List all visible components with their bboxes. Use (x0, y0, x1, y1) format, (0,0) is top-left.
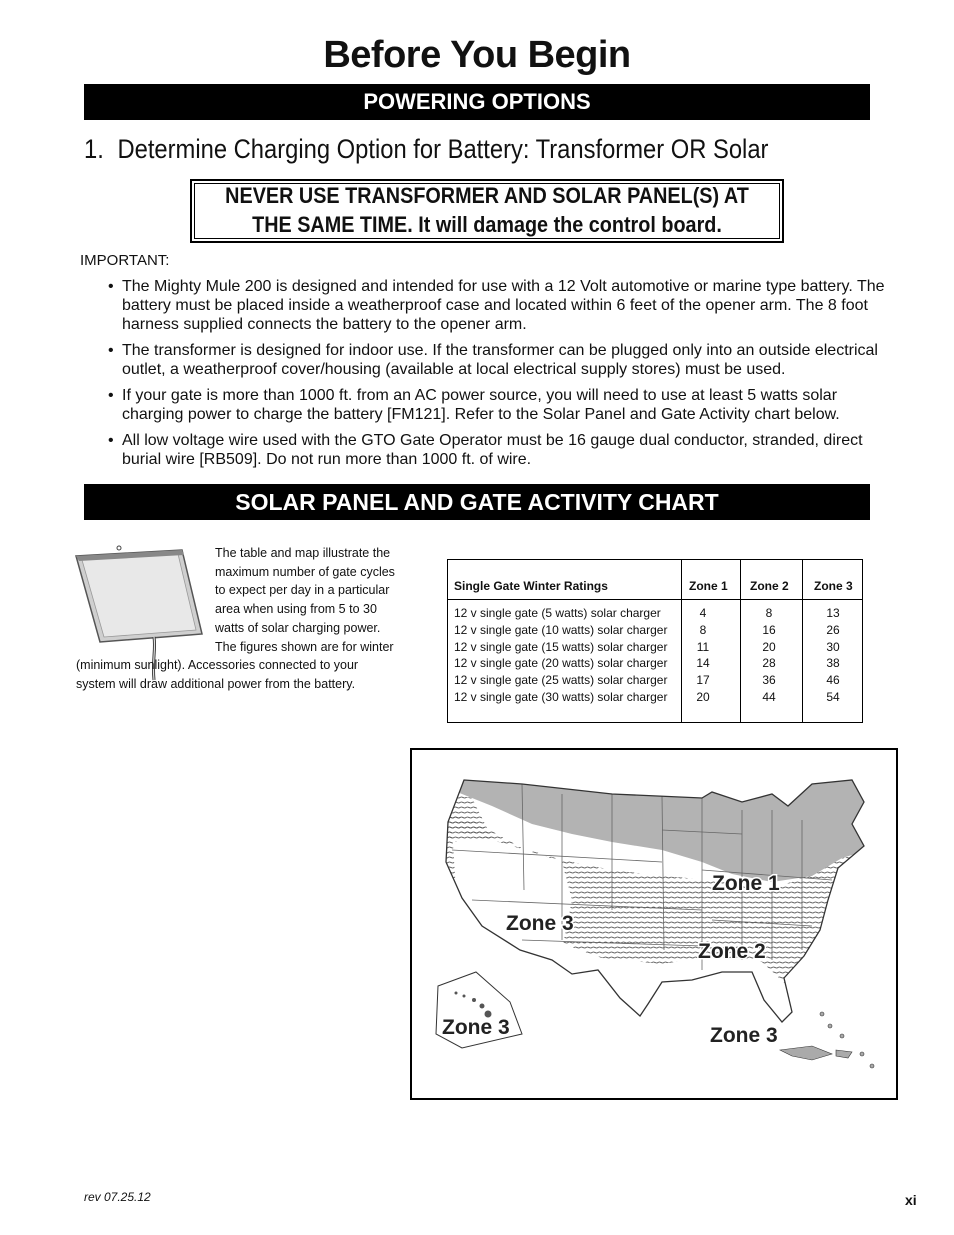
bullet-text: If your gate is more than 1000 ft. from an AC power source, you will need to use at least 5 watts solar charging power to charge the battery [FM121]. Refer to the Solar Panel and Gate Activity chart below. (122, 387, 840, 423)
table-header: Zone 3 (814, 579, 853, 593)
revision-date: rev 07.25.12 (84, 1190, 151, 1204)
warning-line-2: THE SAME TIME. It will damage the control board. (252, 212, 722, 237)
table-cell: 13 (826, 606, 840, 620)
list-item (104, 277, 894, 334)
table-cell: 12 v single gate (5 watts) solar charger (454, 606, 661, 620)
winter-ratings-table (447, 559, 863, 723)
bullet-glyph: • (108, 278, 114, 295)
step-1-heading (84, 134, 768, 165)
table-cell: 8 (699, 622, 707, 637)
warning-box (190, 179, 784, 243)
list-item (104, 341, 894, 379)
table-cell: 12 v single gate (15 watts) solar charger (454, 639, 668, 654)
chart-intro-text (76, 544, 396, 694)
important-label: IMPORTANT: (80, 252, 170, 269)
table-cell: 4 (699, 606, 707, 620)
table-cell: 14 (696, 656, 710, 671)
table-cell: 12 v single gate (30 watts) solar charger (454, 689, 668, 704)
bullet-text: The transformer is designed for indoor use. If the transformer can be plugged only into an outside electrical outlet, a weatherproof cover/housing (available at local electrical supply stores) must be used. (122, 342, 878, 378)
table-cell: 36 (762, 673, 776, 688)
list-item (104, 386, 894, 424)
zone-3-values (818, 605, 848, 706)
zone-2-label: Zone 2 (698, 940, 766, 963)
list-item (104, 431, 894, 469)
zone-2-values (754, 605, 784, 706)
solar-chart-heading: SOLAR PANEL AND GATE ACTIVITY CHART (84, 484, 870, 520)
us-zone-map-graphic (412, 750, 896, 1098)
bullet-text: The Mighty Mule 200 is designed and intended for use with a 12 Volt automotive or marine type battery. The battery must be placed inside a weatherproof case and located within 6 feet of the opener arm. The 8 foot harness supplied connects the battery to the opener arm. (122, 278, 885, 333)
table-cell: 30 (826, 639, 840, 654)
solar-zone-map (410, 748, 898, 1100)
bullet-text: All low voltage wire used with the GTO Gate Operator must be 16 gauge dual conductor, stranded, direct burial wire [RB509]. Do not run more than 1000 ft. of wire. (122, 432, 863, 468)
table-cell: 12 v single gate (10 watts) solar charger (454, 622, 668, 637)
zone-3-south-label: Zone 3 (710, 1024, 778, 1047)
table-cell: 12 v single gate (25 watts) solar charger (454, 673, 668, 688)
zone-3-hawaii-label: Zone 3 (442, 1016, 510, 1039)
table-cell: 54 (826, 689, 840, 704)
important-list (104, 277, 894, 476)
step-text: Determine Charging Option for Battery: Transformer OR Solar (117, 134, 769, 164)
table-cell: 26 (826, 622, 840, 637)
table-header: Zone 2 (750, 579, 789, 593)
table-header: Zone 1 (689, 579, 728, 593)
bullet-glyph: • (108, 387, 114, 404)
table-cell: 38 (826, 656, 840, 671)
table-cell: 28 (762, 656, 776, 671)
powering-options-heading: POWERING OPTIONS (84, 84, 870, 120)
table-header: Single Gate Winter Ratings (454, 579, 608, 593)
table-cell: 44 (762, 689, 776, 704)
zone-1-label: Zone 1 (712, 872, 780, 895)
table-cell: 11 (696, 639, 710, 654)
warning-line-1: NEVER USE TRANSFORMER AND SOLAR PANEL(S) AT (225, 183, 749, 208)
table-cell: 46 (826, 673, 840, 688)
zone-3-west-label: Zone 3 (506, 912, 574, 935)
zone-1-values (688, 605, 718, 706)
page-number: xi (905, 1192, 917, 1208)
bullet-glyph: • (108, 432, 114, 449)
intro-text-bottom: (minimum sunlight). Accessories connected to your system will draw additional power from the battery. (76, 658, 359, 691)
table-cell: 16 (762, 622, 776, 637)
rating-labels (454, 605, 667, 706)
table-cell: 12 v single gate (20 watts) solar charger (454, 656, 668, 671)
bullet-glyph: • (108, 342, 114, 359)
table-cell: 20 (696, 689, 710, 704)
intro-text-top: The table and map illustrate the maximum number of gate cycles to expect per day in a particular area when using from 5 to 30 watts of solar charging power. The figures shown are for winter (215, 546, 395, 654)
step-number: 1. (84, 134, 104, 164)
page-title: Before You Begin (323, 34, 631, 76)
table-cell: 17 (696, 673, 710, 688)
table-cell: 20 (762, 639, 776, 654)
table-cell: 8 (765, 606, 773, 620)
